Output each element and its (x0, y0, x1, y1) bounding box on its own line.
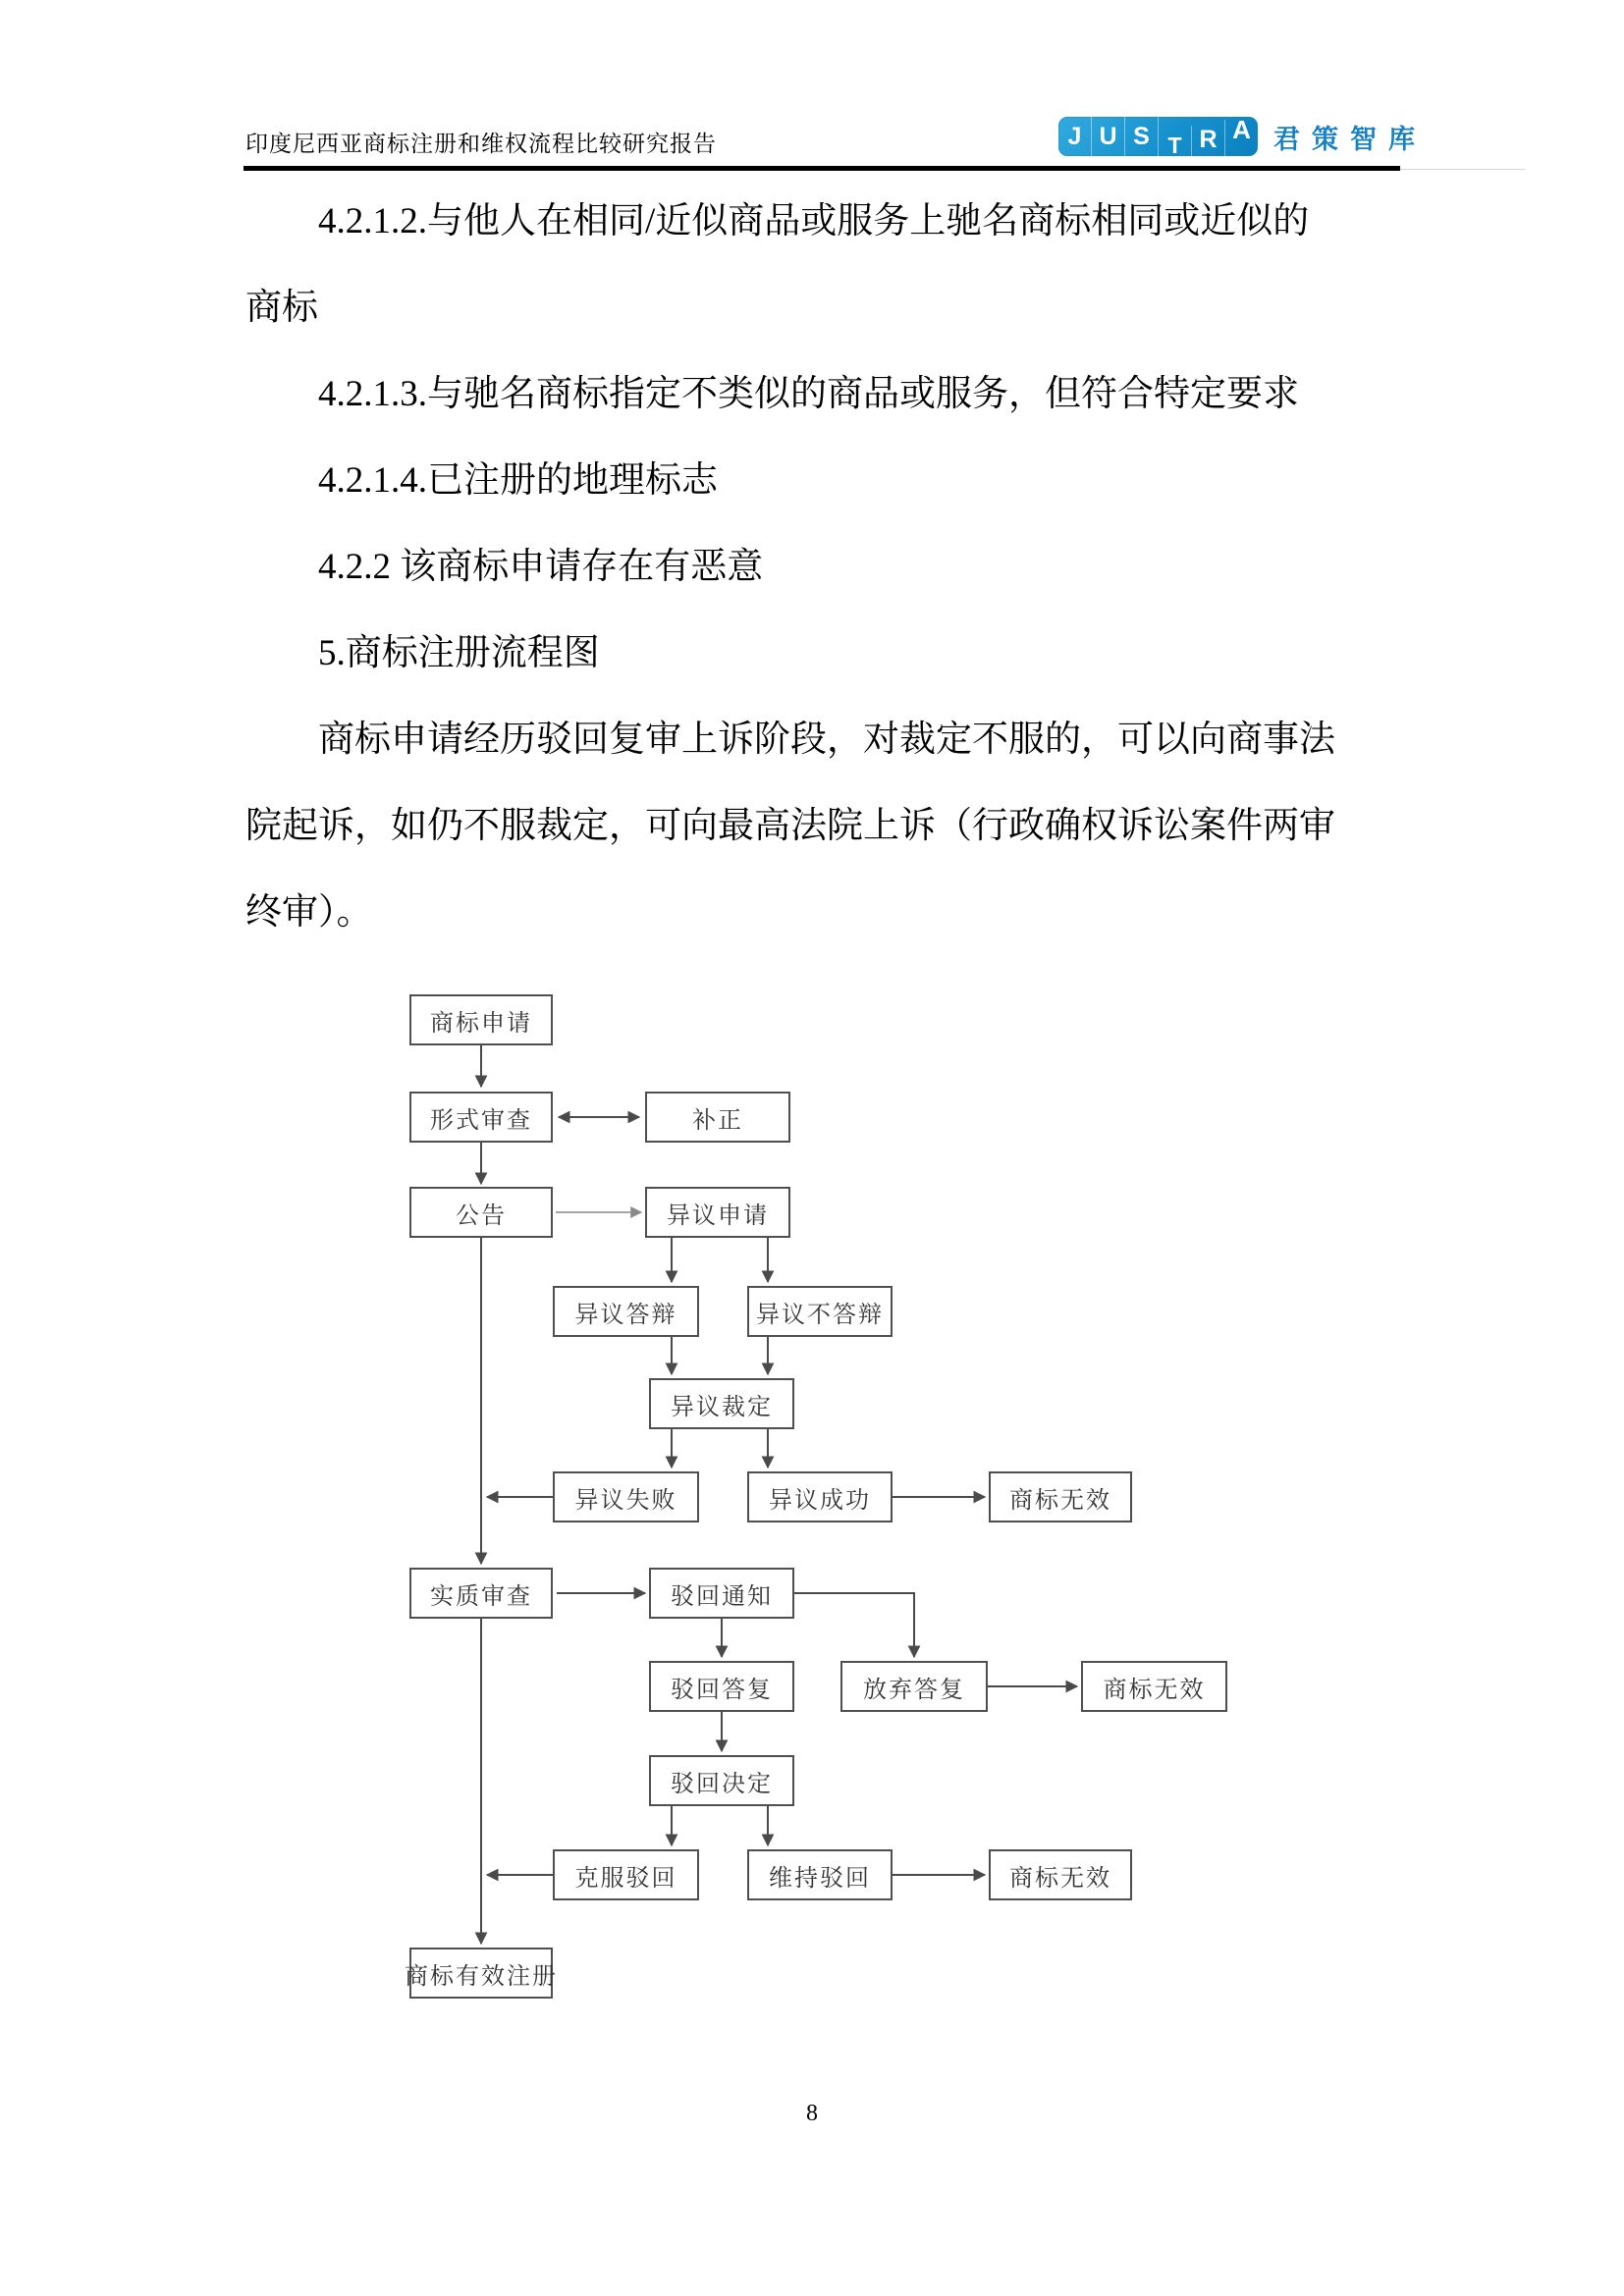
flowchart (363, 962, 1276, 2052)
logo-letter-tile: U (1092, 117, 1125, 156)
body-line: 4.2.1.2.与他人在相同/近似商品或服务上驰名商标相同或近似的 (318, 201, 1310, 241)
flow-node-opposition-no-defense: 异议不答辩 (747, 1286, 893, 1337)
arrow-notice-to-abandon (794, 1593, 914, 1657)
flow-node-trademark-application: 商标申请 (409, 994, 553, 1045)
flow-node-substantive-examination: 实质审查 (409, 1568, 553, 1619)
flow-node-rejection-decision: 驳回决定 (649, 1755, 794, 1806)
flow-node-opposition-filing: 异议申请 (645, 1187, 790, 1238)
body-line: 终审）。 (245, 892, 373, 933)
body-line: 4.2.2 该商标申请存在有恶意 (318, 547, 764, 587)
body-line: 4.2.1.3.与驰名商标指定不类似的商品或服务，但符合特定要求 (318, 374, 1299, 414)
flow-node-maintain-rejection: 维持驳回 (747, 1849, 893, 1900)
flow-node-valid-registration: 商标有效注册 (409, 1948, 553, 1999)
logo-letter-tile: A (1232, 117, 1251, 144)
flow-node-rejection-response: 驳回答复 (649, 1661, 794, 1712)
logo-letter-tile: S (1125, 117, 1159, 156)
flow-node-trademark-invalid-1: 商标无效 (989, 1471, 1132, 1522)
flow-node-opposition-failed: 异议失败 (553, 1471, 699, 1522)
logo-brand-text: 君策智库 (1273, 124, 1427, 154)
body-line: 院起诉，如仍不服裁定，可向最高法院上诉（行政确权诉讼案件两审 (245, 806, 1335, 846)
flow-node-trademark-invalid-2: 商标无效 (1081, 1661, 1227, 1712)
body-text-block (245, 179, 1404, 956)
flow-node-overcome-rejection: 克服驳回 (553, 1849, 699, 1900)
flow-node-rejection-notice: 驳回通知 (649, 1568, 794, 1619)
flow-node-opposition-ruling: 异议裁定 (649, 1378, 794, 1429)
logo-letter-tile: R (1192, 120, 1225, 156)
body-line: 商标申请经历驳回复审上诉阶段，对裁定不服的，可以向商事法 (318, 720, 1335, 760)
flow-node-abandon-response: 放弃答复 (840, 1661, 988, 1712)
body-line: 商标 (245, 288, 318, 328)
body-line: 4.2.1.4.已注册的地理标志 (318, 460, 718, 501)
logo-letter-tile: T (1159, 126, 1192, 156)
logo-badge (1058, 117, 1258, 156)
logo-letter-tile: J (1058, 117, 1092, 156)
body-line: 5.商标注册流程图 (318, 633, 600, 673)
page-number: 8 (806, 2101, 818, 2126)
header-doc-title: 印度尼西亚商标注册和维权流程比较研究报告 (245, 132, 717, 156)
flow-node-formal-examination: 形式审查 (409, 1092, 553, 1143)
flow-node-trademark-invalid-3: 商标无效 (989, 1849, 1132, 1900)
header-rule (244, 166, 1400, 171)
flow-node-opposition-succeeded: 异议成功 (747, 1471, 893, 1522)
flow-node-opposition-defense: 异议答辩 (553, 1286, 699, 1337)
flow-node-correction: 补正 (645, 1092, 790, 1143)
flow-node-publication: 公告 (409, 1187, 553, 1238)
justra-logo (1058, 116, 1427, 157)
